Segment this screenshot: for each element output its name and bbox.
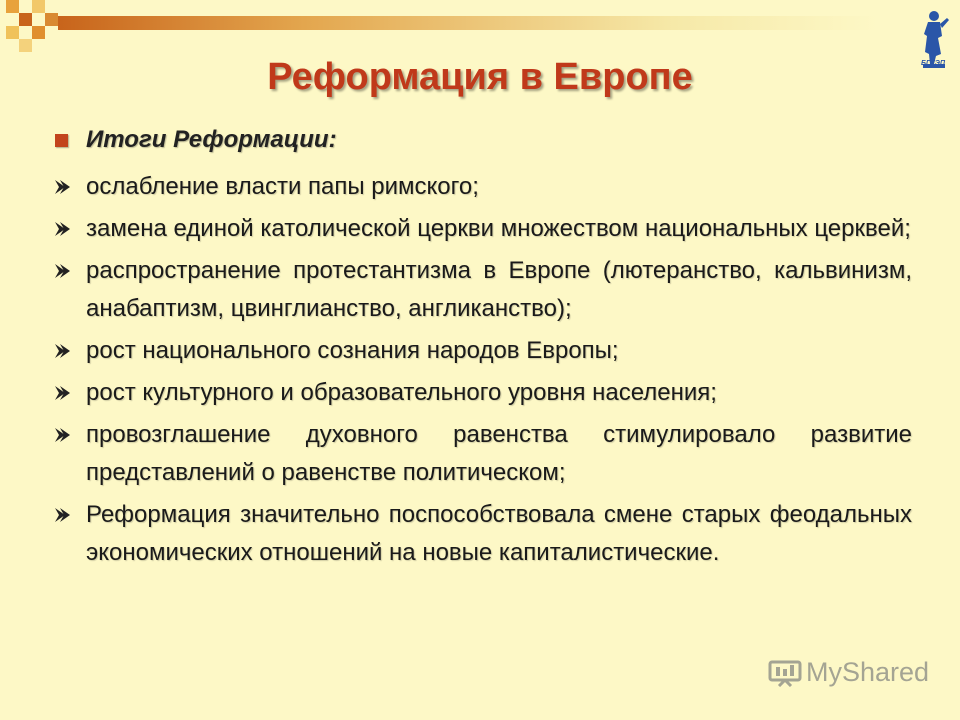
square-bullet-icon <box>55 134 68 147</box>
list-item <box>52 416 912 492</box>
list-item <box>52 374 912 412</box>
list-item <box>52 168 912 206</box>
list-item-text: рост культурного и образовательного уровня населения; <box>86 379 717 406</box>
arrow-bullet-icon <box>52 496 74 534</box>
list-item-text: замена единой католической церкви множеством национальных церквей; <box>86 215 911 242</box>
list-item-text: распространение протестантизма в Европе (лютеранство, кальвинизм, анабаптизм, цвинглианство, англиканство); <box>86 257 912 322</box>
list-item-text: Реформация значительно поспособствовала смене старых феодальных экономических отношений на новые капиталистические. <box>86 501 912 566</box>
arrow-bullet-icon <box>52 416 74 454</box>
list-item <box>52 252 912 328</box>
list-item-text: провозглашение духовного равенства стимулировало развитие представлений о равенстве политическом; <box>86 421 912 486</box>
subheading-text: Итоги Реформации: <box>86 126 337 153</box>
watermark-text: MyShared <box>806 657 930 687</box>
arrow-bullet-icon <box>52 168 74 206</box>
subheading <box>55 126 337 154</box>
logo-caption: БГУЭП <box>921 60 945 67</box>
slide-title: Реформация в Европе <box>267 56 693 98</box>
list-item <box>52 332 912 370</box>
arrow-bullet-icon <box>52 374 74 412</box>
arrow-bullet-icon <box>52 210 74 248</box>
list-item <box>52 496 912 572</box>
header-gradient-bar <box>58 16 878 30</box>
arrow-bullet-icon <box>52 332 74 370</box>
list-item <box>52 210 912 248</box>
results-list <box>52 168 912 576</box>
presentation-icon <box>768 659 802 687</box>
arrow-bullet-icon <box>52 252 74 290</box>
watermark[interactable] <box>768 657 929 688</box>
corner-squares-decoration <box>0 0 80 60</box>
list-item-text: ослабление власти папы римского; <box>86 173 479 200</box>
list-item-text: рост национального сознания народов Европы; <box>86 337 619 364</box>
